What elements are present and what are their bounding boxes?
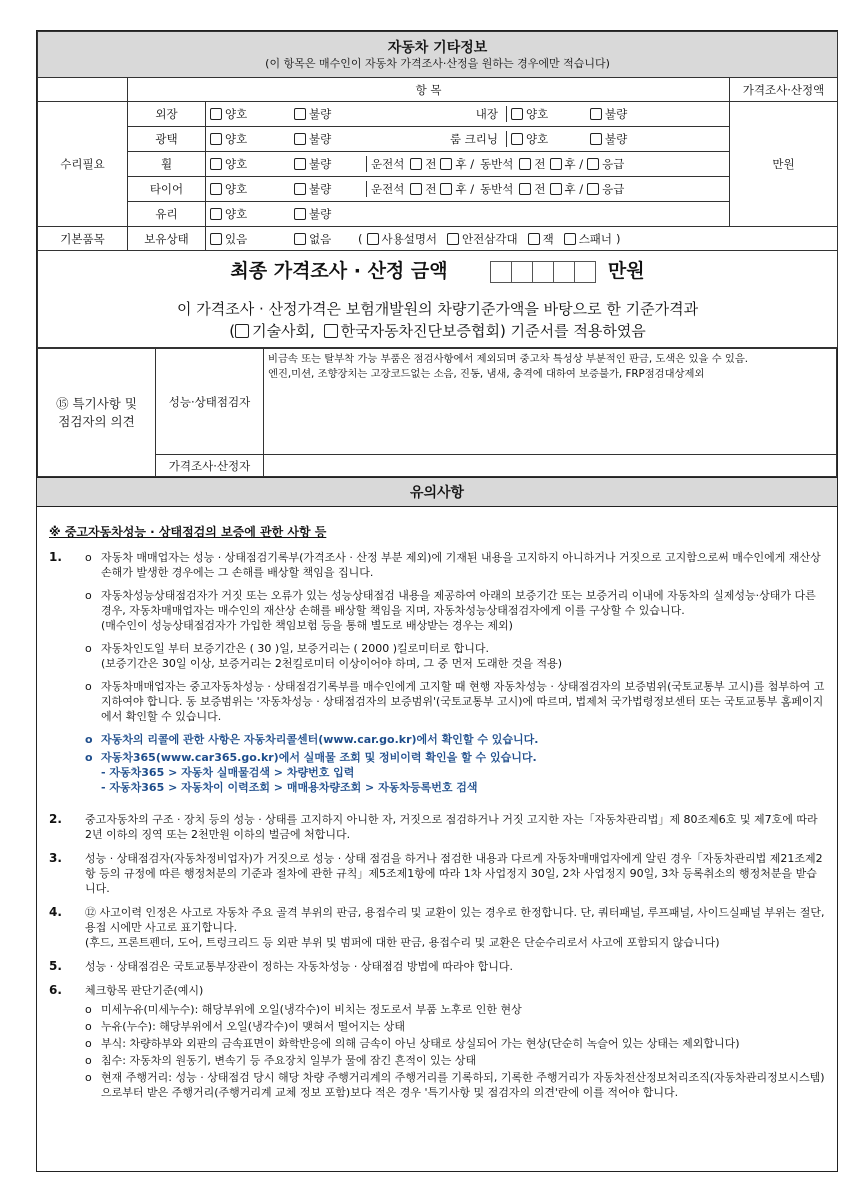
checkbox-icon[interactable] bbox=[528, 233, 540, 245]
appraiser-label: 가격조사·산정자 bbox=[156, 455, 264, 477]
item-number: 2. bbox=[49, 812, 62, 826]
item-text: 체크항목 판단기준(예시) bbox=[85, 984, 204, 997]
recall-link-text[interactable]: 자동차의 리콜에 관한 사항은 자동차리콜센터(www.car.go.kr)에서 확인할 수 있습니다. bbox=[101, 733, 539, 746]
inspector-opinion-line1: 비금속 또는 탈부착 가능 부품은 점검사항에서 제외되며 중고차 특성상 부분적인 판금, 도색은 있을 수 있음. bbox=[268, 353, 749, 365]
list-item bbox=[85, 1002, 827, 1017]
checkbox-icon[interactable] bbox=[590, 108, 602, 120]
glass-bad[interactable] bbox=[294, 206, 331, 222]
gloss-label: 광택 bbox=[128, 127, 206, 152]
kadc-label: 한국자동차진단보증협회 bbox=[340, 322, 500, 340]
possession-label: 보유상태 bbox=[128, 227, 206, 251]
have-option[interactable] bbox=[210, 231, 294, 247]
triangle-label: 안전삼각대 bbox=[462, 231, 518, 246]
glass-label: 유리 bbox=[128, 202, 206, 227]
item-text: 중고자동차의 구조 · 장치 등의 성능 · 상태를 고지하지 아니한 자, 거짓으로 점검하거나 거짓 고지한 자는「자동차관리법」제 80조제6호 및 제7호에 따라 2년 이하의 징역 또는 2천만원 이하의 벌금에 처합니다. bbox=[85, 813, 818, 841]
gloss-options bbox=[206, 127, 730, 152]
checkbox-icon[interactable] bbox=[294, 233, 306, 245]
exterior-bad[interactable] bbox=[294, 106, 430, 122]
notice-item-4 bbox=[49, 905, 827, 950]
bullet-icon: o bbox=[85, 642, 92, 655]
rear-label: 후 / bbox=[455, 182, 475, 196]
price-digit-boxes[interactable] bbox=[491, 261, 596, 286]
checkbox-icon[interactable] bbox=[210, 208, 222, 220]
inspector-label: 성능·상태점검자 bbox=[156, 349, 264, 455]
item-number: 3. bbox=[49, 851, 62, 865]
notice-item-2 bbox=[49, 812, 827, 842]
list-item bbox=[85, 1036, 827, 1051]
front-label: 전 bbox=[534, 157, 546, 171]
tire-passenger-rear[interactable] bbox=[550, 181, 584, 197]
special-table bbox=[37, 348, 837, 477]
notice-section-heading: ※ 중고자동차성능 · 상태점검의 보증에 관한 사항 등 bbox=[49, 525, 327, 539]
bullet-icon: o bbox=[85, 1054, 92, 1067]
recall-info bbox=[85, 732, 827, 747]
checkbox-icon[interactable] bbox=[550, 158, 562, 170]
good-label: 양호 bbox=[225, 132, 248, 146]
passenger-seat-label: 동반석 bbox=[480, 157, 514, 171]
checkbox-icon[interactable] bbox=[210, 133, 222, 145]
checkbox-icon[interactable] bbox=[294, 108, 306, 120]
exterior-options bbox=[206, 102, 730, 127]
item-number: 1. bbox=[49, 550, 62, 564]
list-item bbox=[85, 1053, 827, 1068]
bullet-extra: (보증기간은 30일 이상, 보증거리는 2천킬로미터 이상이어야 하며, 그 중 먼저 도래한 것을 적용) bbox=[101, 657, 563, 670]
checkbox-icon[interactable] bbox=[447, 233, 459, 245]
car365-info bbox=[85, 750, 827, 795]
item-text: ⑫ 사고이력 인정은 사고로 자동차 주요 골격 부위의 판금, 용접수리 및 교환이 있는 경우로 한정합니다. 단, 쿼터패널, 루프패널, 사이드실패널 부위는 절단, 용접 시에만 사고로 표기합니다. bbox=[85, 906, 825, 934]
bad-label: 불량 bbox=[605, 132, 628, 146]
paren-close: ) bbox=[616, 231, 621, 246]
bad-label: 불량 bbox=[605, 107, 628, 121]
paren-open: ( bbox=[229, 322, 236, 340]
bad-label: 불량 bbox=[309, 207, 332, 221]
exterior-label: 외장 bbox=[128, 102, 206, 127]
room-clean-good[interactable] bbox=[506, 131, 590, 147]
spanner-option[interactable] bbox=[564, 231, 612, 247]
item-text: 성능 · 상태점검은 국토교통부장관이 정하는 자동차성능 · 상태점검 방법에 따라야 합니다. bbox=[85, 960, 513, 973]
list-item bbox=[85, 1070, 827, 1100]
wheel-passenger-rear[interactable] bbox=[550, 156, 584, 172]
checkbox-icon[interactable] bbox=[210, 183, 222, 195]
checkbox-icon[interactable] bbox=[511, 108, 523, 120]
notice-item-1 bbox=[49, 550, 827, 803]
bullet-text: 자동차인도일 부터 보증기간은 ( 30 )일, 보증거리는 ( 2000 )킬로미터로 합니다. bbox=[101, 642, 490, 655]
special-label-line2: 점검자의 의견 bbox=[58, 413, 135, 429]
bad-label: 불량 bbox=[309, 182, 332, 196]
paren-open: ( bbox=[358, 231, 363, 246]
bullet-icon: o bbox=[85, 1003, 92, 1016]
checkbox-icon[interactable] bbox=[587, 158, 599, 170]
jack-option[interactable] bbox=[528, 231, 554, 247]
final-price-line1: 이 가격조사 · 산정가격은 보험개발원의 차량기준가액을 바탕으로 한 기준가격과 bbox=[176, 300, 699, 318]
bullet-icon: o bbox=[85, 751, 93, 764]
item-number: 6. bbox=[49, 983, 62, 997]
bullet-icon: o bbox=[85, 680, 92, 693]
glass-options bbox=[206, 202, 730, 227]
list-item bbox=[85, 588, 827, 633]
final-price-section bbox=[38, 251, 838, 348]
spanner-label: 스패너 bbox=[578, 231, 613, 246]
final-line2-tail: ) 기준서를 적용하였음 bbox=[500, 322, 646, 340]
room-clean-label: 룸 크리닝 bbox=[449, 132, 498, 146]
final-price-title: 최종 가격조사 · 산정 금액 bbox=[230, 260, 448, 282]
good-label: 양호 bbox=[526, 132, 549, 146]
basic-items-label: 기본품목 bbox=[38, 227, 128, 251]
checkbox-icon[interactable] bbox=[587, 183, 599, 195]
kadc-checkbox[interactable] bbox=[324, 324, 338, 338]
gloss-bad[interactable] bbox=[294, 131, 430, 147]
wheel-emergency[interactable] bbox=[587, 156, 624, 172]
checkbox-icon[interactable] bbox=[511, 133, 523, 145]
wheel-driver-rear[interactable] bbox=[440, 156, 474, 172]
item-number: 5. bbox=[49, 959, 62, 973]
list-item bbox=[85, 679, 827, 724]
list-item bbox=[85, 550, 827, 580]
final-price-unit: 만원 bbox=[607, 260, 645, 282]
bullet-text: 자동차매매업자는 중고자동차성능 · 상태점검기록부를 매수인에게 고지할 때 현행 자동차성능 · 상태점검자의 보증범위(국토교통부 고시)를 첨부하여 고지하여야 합니다. 동 보증범위는 '자동차성능 · 상태점검자의 보증범위'(국토교통부 고시)에 따르며, 법제처 국가법령정보센터 또는 국토교통부 홈페이지에서 확인할 수 있습니다. bbox=[101, 680, 825, 723]
interior-good[interactable] bbox=[506, 106, 590, 122]
criteria-text: 침수: 자동차의 원동기, 변속기 등 주요장치 일부가 물에 잠긴 흔적이 있는 상태 bbox=[101, 1054, 477, 1067]
interior-bad[interactable] bbox=[590, 106, 627, 122]
bullet-icon: o bbox=[85, 551, 92, 564]
checkbox-icon[interactable] bbox=[519, 183, 531, 195]
tire-bad[interactable] bbox=[294, 181, 366, 197]
item-extra: (후드, 프론트펜더, 도어, 트렁크리드 등 외판 부위 및 범퍼에 대한 판금, 용접수리 및 교환은 단순수리로서 사고에 포함되지 않습니다) bbox=[85, 936, 720, 949]
checkbox-icon[interactable] bbox=[590, 133, 602, 145]
item-text: 성능 · 상태점검자(자동차정비업자)가 거짓으로 성능 · 상태 점검을 하거나 점검한 내용과 다르게 자동차매매업자에게 알린 경우「자동차관리법 제21조제2항 등의 규정에 따른 행정처분의 기준과 절차에 관한 규칙」제5조제1항에 따라 1차 사업정지 30일, 2차 사업정지 90일, 3차 등록취소의 행정처분을 받습니다. bbox=[85, 852, 823, 895]
bullet-icon: o bbox=[85, 1037, 92, 1050]
manual-option[interactable] bbox=[367, 231, 438, 247]
criteria-text: 현재 주행거리: 성능 · 상태점검 당시 해당 차량 주행거리계의 주행거리를 기록하되, 기록한 주행거리가 자동차전산정보처리조직(자동차관리정보시스템)으로부터 받은 주행거리(주행거리계 교체 정보 포함)보다 적은 경우 '특기사항 및 점검자의 의견'란에 이를 적어야 합니다. bbox=[101, 1071, 825, 1099]
exterior-good[interactable] bbox=[210, 106, 294, 122]
criteria-text: 미세누유(미세누수): 해당부위에 오일(냉각수)이 비치는 정도로서 부품 노후로 인한 현상 bbox=[101, 1003, 522, 1016]
have-label: 있음 bbox=[225, 231, 248, 246]
checkbox-icon[interactable] bbox=[210, 233, 222, 245]
good-label: 양호 bbox=[526, 107, 549, 121]
tire-driver-front[interactable] bbox=[410, 181, 436, 197]
final-price-line2 bbox=[42, 320, 833, 342]
bullet-icon: o bbox=[85, 1020, 92, 1033]
manual-label: 사용설명서 bbox=[381, 231, 438, 246]
criteria-text: 누유(누수): 해당부위에서 오일(냉각수)이 맺혀서 떨어지는 상태 bbox=[101, 1020, 406, 1033]
front-label: 전 bbox=[425, 157, 437, 171]
bad-label: 불량 bbox=[309, 157, 332, 171]
inspector-opinion[interactable] bbox=[264, 349, 837, 455]
triangle-option[interactable] bbox=[447, 231, 518, 247]
special-notes-label bbox=[38, 349, 156, 477]
front-label: 전 bbox=[534, 182, 546, 196]
tire-emergency[interactable] bbox=[587, 181, 624, 197]
driver-seat-label: 운전석 bbox=[366, 181, 404, 197]
etc-info-subtitle: (이 항목은 매수인이 자동차 가격조사·산정을 원하는 경우에만 적습니다) bbox=[265, 56, 610, 70]
bullet-icon: o bbox=[85, 733, 93, 746]
wheel-driver-front[interactable] bbox=[410, 156, 436, 172]
none-option[interactable] bbox=[294, 231, 358, 247]
bullet-icon: o bbox=[85, 1071, 92, 1084]
appraiser-opinion[interactable] bbox=[264, 455, 837, 477]
notice-content bbox=[37, 507, 837, 1102]
checkbox-icon[interactable] bbox=[294, 183, 306, 195]
checkbox-icon[interactable] bbox=[410, 158, 422, 170]
tire-label: 타이어 bbox=[128, 177, 206, 202]
repair-needed-label: 수리필요 bbox=[38, 102, 128, 227]
car365-link-text[interactable]: 자동차365(www.car365.go.kr)에서 실매물 조회 및 정비이력 확인을 할 수 있습니다. bbox=[101, 751, 537, 764]
checkbox-icon[interactable] bbox=[367, 233, 379, 245]
manwon-unit: 만원 bbox=[772, 157, 795, 171]
rear-label: 후 / bbox=[455, 157, 475, 171]
wheel-good[interactable] bbox=[210, 156, 294, 172]
interior-label: 내장 bbox=[475, 107, 498, 121]
tire-passenger-front[interactable] bbox=[519, 181, 545, 197]
wheel-label: 휠 bbox=[128, 152, 206, 177]
none-label: 없음 bbox=[309, 231, 332, 246]
item-column-header: 항 목 bbox=[128, 78, 730, 102]
car365-path-1: - 자동차365 > 자동차 실매물검색 > 차량번호 입력 bbox=[101, 766, 355, 779]
checkbox-icon[interactable] bbox=[294, 133, 306, 145]
wheel-options bbox=[206, 152, 730, 177]
passenger-seat-label: 동반석 bbox=[480, 182, 514, 196]
list-item bbox=[85, 1019, 827, 1034]
tech-society-checkbox[interactable] bbox=[235, 324, 249, 338]
notice-title: 유의사항 bbox=[37, 477, 837, 507]
emergency-label: 응급 bbox=[602, 182, 625, 196]
repair-price-cell[interactable] bbox=[730, 102, 838, 227]
etc-info-title: 자동차 기타정보 bbox=[387, 39, 488, 56]
inspection-form bbox=[36, 30, 838, 1172]
blank-cell bbox=[38, 78, 128, 102]
notice-item-3 bbox=[49, 851, 827, 896]
etc-info-header bbox=[38, 32, 838, 78]
notice-item-5 bbox=[49, 959, 827, 974]
good-label: 양호 bbox=[225, 157, 248, 171]
glass-good[interactable] bbox=[210, 206, 294, 222]
checkbox-icon[interactable] bbox=[550, 183, 562, 195]
criteria-text: 부식: 차량하부와 외판의 금속표면이 화학반응에 의해 금속이 아닌 상태로 상실되어 가는 현상(단순히 녹슬어 있는 상태는 제외합니다) bbox=[101, 1037, 740, 1050]
bullet-text: 자동차 매매업자는 성능 · 상태점검기록부(가격조사 · 산정 부분 제외)에 기재된 내용을 고지하지 아니하거나 거짓으로 고지함으로써 매수인에게 재산상 손해가 발생한 경우에는 그 손해를 배상할 책임을 집니다. bbox=[101, 551, 821, 579]
rear-label: 후 / bbox=[564, 157, 584, 171]
wheel-passenger-front[interactable] bbox=[519, 156, 545, 172]
checkbox-icon[interactable] bbox=[210, 158, 222, 170]
good-label: 양호 bbox=[225, 107, 248, 121]
checkbox-icon[interactable] bbox=[440, 183, 452, 195]
checkbox-icon[interactable] bbox=[440, 158, 452, 170]
notice-item-6 bbox=[49, 983, 827, 1102]
gloss-good[interactable] bbox=[210, 131, 294, 147]
driver-seat-label: 운전석 bbox=[366, 156, 404, 172]
checkbox-icon[interactable] bbox=[519, 158, 531, 170]
good-label: 양호 bbox=[225, 182, 248, 196]
tire-options bbox=[206, 177, 730, 202]
special-label-line1: ⑮ 특기사항 및 bbox=[56, 395, 137, 411]
bullet-text: 자동차성능상태점검자가 거짓 또는 오류가 있는 성능상태점검 내용을 제공하여 아래의 보증기간 또는 보증거리 이내에 자동차의 실제성능·상태가 다른 경우, 자동차매매업자는 매수인의 재산상 손해를 배상할 책임을 지며, 자동차성능상태점검자에게 이를 구상할 수 있습니다. bbox=[101, 589, 816, 617]
item-number: 4. bbox=[49, 905, 62, 919]
bad-label: 불량 bbox=[309, 132, 332, 146]
tire-good[interactable] bbox=[210, 181, 294, 197]
inspector-opinion-line2: 엔진,미션, 조향장치는 고장코드없는 소음, 진동, 냄새, 충격에 대하여 보증불가, FRP점검대상제외 bbox=[268, 368, 705, 380]
checkbox-icon[interactable] bbox=[294, 208, 306, 220]
car365-path-2: - 자동차365 > 자동차이 이력조회 > 매매용차량조회 > 자동차등록번호 검색 bbox=[101, 781, 478, 794]
list-item bbox=[85, 641, 827, 671]
rear-label: 후 / bbox=[564, 182, 584, 196]
basic-options bbox=[206, 227, 838, 251]
etc-info-table bbox=[37, 31, 838, 348]
tire-driver-rear[interactable] bbox=[440, 181, 474, 197]
price-column-header: 가격조사·산정액 bbox=[730, 78, 838, 102]
bad-label: 불량 bbox=[309, 107, 332, 121]
bullet-extra: (매수인이 성능상태점검자가 가입한 책임보험 등을 통해 별도로 배상받는 경우는 제외) bbox=[101, 619, 513, 632]
checkbox-icon[interactable] bbox=[210, 108, 222, 120]
emergency-label: 응급 bbox=[602, 157, 625, 171]
wheel-bad[interactable] bbox=[294, 156, 366, 172]
checkbox-icon[interactable] bbox=[410, 183, 422, 195]
bullet-icon: o bbox=[85, 589, 92, 602]
jack-label: 잭 bbox=[542, 231, 554, 246]
room-clean-bad[interactable] bbox=[590, 131, 627, 147]
checkbox-icon[interactable] bbox=[564, 233, 576, 245]
checkbox-icon[interactable] bbox=[294, 158, 306, 170]
tech-society-label: 기술사회, bbox=[252, 322, 315, 340]
good-label: 양호 bbox=[225, 207, 248, 221]
front-label: 전 bbox=[425, 182, 437, 196]
